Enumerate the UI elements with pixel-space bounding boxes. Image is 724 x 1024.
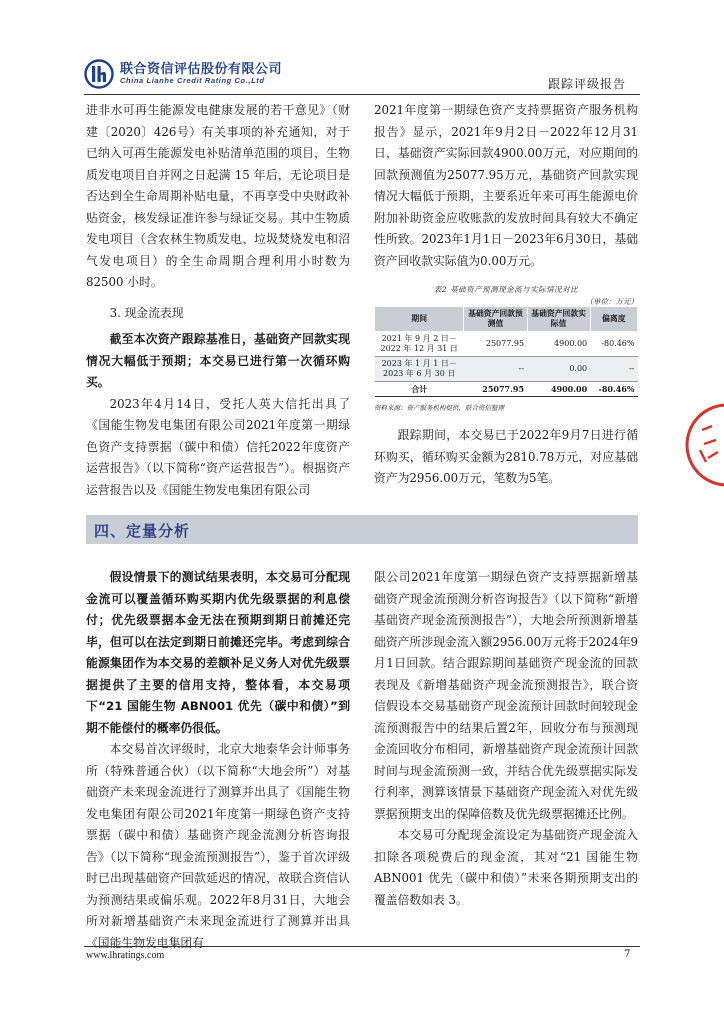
table-unit: （单位：万元）: [585, 297, 638, 306]
subheading-cashflow: 3. 现金流表现: [109, 305, 184, 320]
table-header-cell: 期间: [375, 307, 464, 332]
left-column-upper: [86, 100, 350, 501]
footer-website-link[interactable]: www.lhratings.com: [86, 950, 165, 961]
report-type-label: 跟踪评级报告: [548, 77, 627, 91]
table-header-cell: 基础资产回款实际值: [527, 307, 590, 332]
table-caption: 表2 基础资产预测现金流与实际情况对比: [433, 285, 579, 294]
company-name-cn: 联合资信评估股份有限公司: [120, 62, 283, 77]
table-cell: 25077.95: [464, 382, 527, 397]
paragraph-operation-report: 2023年4月14日，受托人英大信托出具了《国能生物发电集团有限公司2021年度第一期绿色资产支持票据（碳中和债）信托2022年度资产运营报告》（以下简称“资产运营报告”）。根据资产运营报告以及《国能生物发电集团有限公司: [86, 396, 350, 497]
table-cell: -80.46%: [590, 382, 637, 397]
table-row: [375, 357, 638, 382]
cashflow-comparison-table: [374, 306, 638, 397]
table-cell: 2023 年 1 月 1 日－2023 年 6 月 30 日: [375, 357, 464, 382]
paragraph-revolving-purchase: 跟踪期间，本交易已于2022年9月7日进行循环购买，循环购买金额为2810.78万元，对应基础资产为2956.00万元，笔数为5笔。: [374, 428, 638, 485]
header-divider: [84, 94, 640, 95]
seal-stamp-icon: [682, 400, 724, 490]
table-cell: 25077.95: [464, 332, 527, 357]
section-title: 四、定量分析: [94, 522, 191, 540]
table-header-cell: 基础资产回款预测值: [464, 307, 527, 332]
paragraph-policy: 进非水可再生能源发电健康发展的若干意见》（财建〔2020〕426号）有关事项的补充通知，对于已纳入可再生能源发电补贴清单范围的项目，生物质发电项目自并网之日起满 15 年后，无论项目是否达到全生命周期补贴电量，不再享受中央财政补贴资金，核发绿证准许参与绿证交易。其中生物质发电项目（含农林生物质发电、垃圾焚烧发电和沼气发电项目）的全生命周期合理利用小时数为 82500 小时。: [86, 103, 350, 289]
table-cell: -80.46%: [590, 332, 637, 357]
paragraph-forecast-report: 限公司2021年度第一期绿色资产支持票据新增基础资产现金流预测分析咨询报告》（以下简称“新增基础资产现金流预测报告”），大地会所预测新增基础资产所涉现金流入额2956.00万元将于2024年9月1日回款。结合跟踪期间基础资产现金流的回款表现及《新增基础资产现金流预测报告》，联合资信假设本交易基础资产现金流预计回款时间较现金流预测报告中的结果后置2年，回收分布与预测现金流回收分布相同，新增基础资产现金流预计回款时间与现金流预测一致，并结合优先级票据实际发行利率，测算该情景下基础资产现金流入对优先级票据预期支出的保障倍数及优先级票据摊还比例。: [374, 570, 638, 821]
right-column-lower: [374, 567, 638, 911]
table-cell: --: [590, 357, 637, 382]
paragraph-coverage: 本交易可分配现金流设定为基础资产现金流入扣除各项税费后的现金流，其对“21 国能生物 ABN001 优先（碳中和债）”未来各期预期支出的覆盖倍数如表 3。: [374, 828, 638, 907]
left-column-lower: [86, 567, 350, 954]
paragraph-initial-rating: 本交易首次评级时，北京大地泰华会计师事务所（特殊普通合伙）（以下简称“大地会所”）对基础资产未来现金流进行了测算并出具了《国能生物发电集团有限公司2021年度第一期绿色资产支持票据（碳中和债）基础资产现金流测分析咨询报告》（以下简称“现金流预测报告”），鉴于首次评级时已出现基础资产回款延迟的情况，故联合资信认为预测结果或偏乐观。2022年8月31日，大地会所对新增基础资产未来现金流进行了测算并出具《国能生物发电集团有: [86, 742, 350, 950]
table-cell: --: [464, 357, 527, 382]
table-cell: 合计: [375, 382, 464, 397]
footer-divider: [84, 946, 640, 947]
company-name-en: China Lianhe Credit Rating Co.,Ltd: [120, 76, 265, 85]
right-column-middle: [374, 425, 638, 490]
table-header-row: [375, 307, 638, 332]
page-number: 7: [624, 949, 631, 960]
paragraph-test-summary: 假设情景下的测试结果表明，本交易可分配现金流可以覆盖循环购买期内优先级票据的利息偿付；优先级票据本金无法在预期到期日前摊还完毕，但可以在法定到期日前摊还完毕。考虑到综合能源集团作为本交易的差额补足义务人对优先级票据提供了主要的信用支持，整体看，本交易项下“21 国能生物 ABN001 优先（碳中和债）”到期不能偿付的概率仍很低。: [86, 570, 350, 735]
right-column-upper: [374, 100, 638, 272]
paragraph-cashflow-summary: 截至本次资产跟踪基准日，基础资产回款实现情况大幅低于预期；本交易已进行第一次循环购买。: [86, 332, 350, 389]
table-cell: 4900.00: [527, 332, 590, 357]
paragraph-service-report: 2021年度第一期绿色资产支持票据资产服务机构报告》显示，2021年9月2日－2022年12月31日，基础资产实际回款4900.00万元，对应期间的回款预测值为25077.95万元，基础资产回款实现情况大幅低于预期，主要系近年来可再生能源电价附加补助资金应收账款的发放时间具有较大不确定性所致。2023年1月1日－2023年6月30日，基础资产回收款实际值为0.00万元。: [374, 103, 638, 268]
table-total-row: [375, 382, 638, 397]
table-cell: 4900.00: [527, 382, 590, 397]
table-cell: 2021 年 9 月 2 日－2022 年 12 月 31 日: [375, 332, 464, 357]
table-header-cell: 偏离度: [590, 307, 637, 332]
table-source-note: 资料来源：资产服务机构提供，联合资信整理: [374, 404, 504, 412]
table-cell: 0.00: [527, 357, 590, 382]
company-logo-icon: [84, 59, 118, 89]
table-row: [375, 332, 638, 357]
